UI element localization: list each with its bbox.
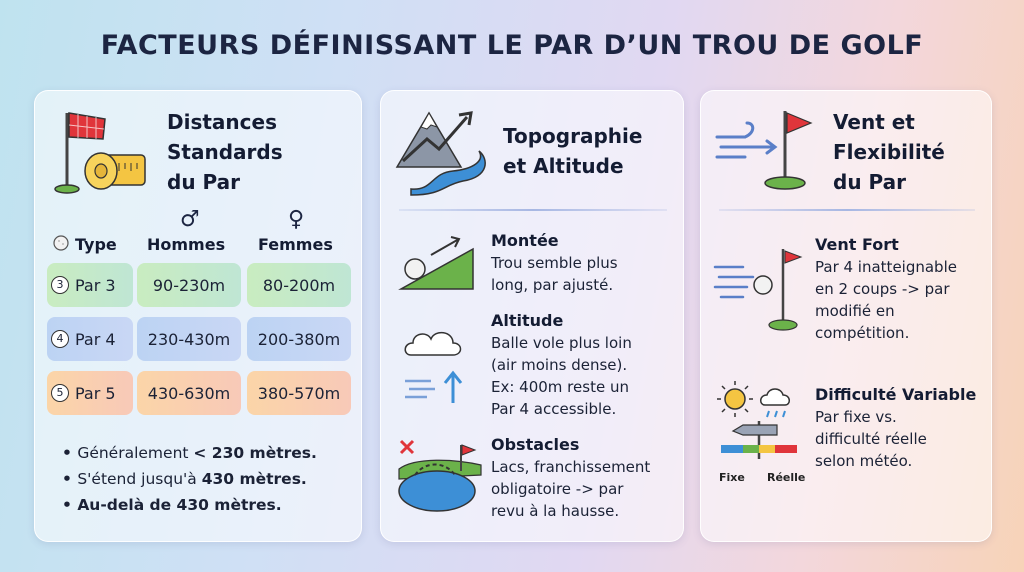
wind-flag-icon bbox=[715, 103, 815, 193]
factor-title-vent-fort: Vent Fort bbox=[815, 235, 899, 254]
scale-label-reelle: Réelle bbox=[767, 471, 806, 484]
column-header-men: Hommes bbox=[147, 235, 226, 254]
number-circle-icon: 3 bbox=[51, 276, 69, 294]
divider bbox=[399, 209, 667, 211]
number-circle-icon: 4 bbox=[51, 330, 69, 348]
cell-par3-women: 80-200m bbox=[247, 263, 351, 307]
factor-text-line: Lacs, franchissement bbox=[491, 458, 651, 476]
strong-wind-flag-icon bbox=[713, 243, 809, 333]
factor-text-line: modifié en bbox=[815, 302, 895, 320]
row-label-par4: 4 Par 4 bbox=[47, 317, 133, 361]
factor-text-line: obligatoire -> par bbox=[491, 480, 624, 498]
cloud-wind-arrow-icon bbox=[401, 321, 481, 411]
factor-title-altitude: Altitude bbox=[491, 311, 564, 330]
factor-text-line: Par 4 accessible. bbox=[491, 400, 617, 418]
scale-label-fixe: Fixe bbox=[719, 471, 745, 484]
factor-text-line: Trou semble plus bbox=[491, 254, 618, 272]
panel-title-line2: Standards bbox=[167, 140, 283, 164]
factor-title-obstacles: Obstacles bbox=[491, 435, 580, 454]
panel-title-line2: Flexibilité bbox=[833, 140, 945, 164]
bullet-item: • Généralement < 230 mètres. bbox=[62, 440, 317, 466]
lake-obstacle-icon bbox=[395, 431, 485, 521]
factor-text-line: revu à la hausse. bbox=[491, 502, 620, 520]
panel-title-line2: et Altitude bbox=[503, 154, 624, 178]
panel-wind-flexibility bbox=[700, 90, 992, 542]
factor-text-line: Par fixe vs. bbox=[815, 408, 897, 426]
factor-text-line: Ex: 400m reste un bbox=[491, 378, 629, 396]
distance-bullet-list bbox=[62, 440, 317, 518]
factor-title-difficulte: Difficulté Variable bbox=[815, 385, 977, 404]
cell-par4-women: 200-380m bbox=[247, 317, 351, 361]
panel-topography bbox=[380, 90, 684, 542]
panel-title-line3: du Par bbox=[833, 170, 906, 194]
flag-tape-measure-icon bbox=[53, 103, 143, 193]
divider bbox=[719, 209, 975, 211]
panel-title-line1: Topographie bbox=[503, 124, 643, 148]
row-label-par3: 3 Par 3 bbox=[47, 263, 133, 307]
factor-text-line: Balle vole plus loin bbox=[491, 334, 632, 352]
cell-par4-men: 230-430m bbox=[137, 317, 241, 361]
row-label-par5: 5 Par 5 bbox=[47, 371, 133, 415]
cell-par5-women: 380-570m bbox=[247, 371, 351, 415]
bullet-item: • S'étend jusqu'à 430 mètres. bbox=[62, 466, 317, 492]
factor-text-line: (air moins dense). bbox=[491, 356, 628, 374]
panel-title-line1: Vent et bbox=[833, 110, 915, 134]
factor-text-line: difficulté réelle bbox=[815, 430, 927, 448]
factor-text-line: en 2 coups -> par bbox=[815, 280, 950, 298]
bullet-item: • Au-delà de 430 mètres. bbox=[62, 492, 317, 518]
factor-title-montee: Montée bbox=[491, 231, 559, 250]
female-symbol-icon: ♀ bbox=[288, 207, 305, 232]
panel-title-line1: Distances bbox=[167, 110, 277, 134]
factor-text-line: Par 4 inatteignable bbox=[815, 258, 957, 276]
slope-ball-icon bbox=[397, 233, 477, 293]
factor-text-line: long, par ajusté. bbox=[491, 276, 614, 294]
column-header-type: Type bbox=[75, 235, 117, 254]
panel-title-line3: du Par bbox=[167, 170, 240, 194]
cell-par3-men: 90-230m bbox=[137, 263, 241, 307]
factor-text-line: compétition. bbox=[815, 324, 910, 342]
golf-ball-icon bbox=[53, 235, 69, 251]
cell-par5-men: 430-630m bbox=[137, 371, 241, 415]
page-title: FACTEURS DÉFINISSANT LE PAR D’UN TROU DE GOLF bbox=[100, 30, 924, 61]
column-header-women: Femmes bbox=[258, 235, 333, 254]
number-circle-icon: 5 bbox=[51, 384, 69, 402]
mountain-river-icon bbox=[393, 101, 489, 197]
male-symbol-icon: ♂ bbox=[180, 207, 200, 232]
factor-text-line: selon météo. bbox=[815, 452, 913, 470]
weather-signpost-icon bbox=[713, 379, 809, 459]
